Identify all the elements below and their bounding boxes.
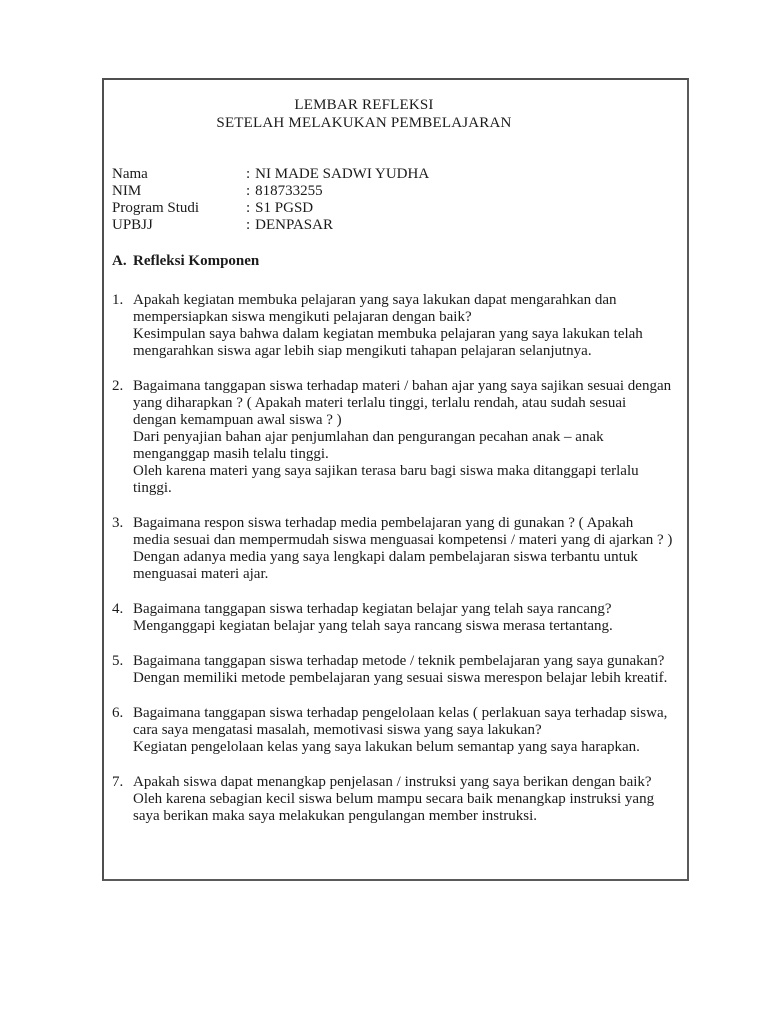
reflection-item-7 <box>112 774 679 825</box>
info-row-upbjj <box>112 217 679 234</box>
document-title <box>112 96 616 132</box>
item-answer: Dengan adanya media yang saya lengkapi dalam pembelajaran siswa terbantu untuk menguasai materi ajar. <box>133 549 638 582</box>
item-answer: Kesimpulan saya bahwa dalam kegiatan membuka pelajaran yang saya lakukan telah mengarahkan siswa agar lebih siap mengikuti tahapan pelajaran selanjutnya. <box>133 326 643 359</box>
item-text <box>133 515 673 583</box>
info-value-nama: NI MADE SADWI YUDHA <box>255 166 430 182</box>
section-letter: A. <box>112 253 127 269</box>
reflection-item-5 <box>112 653 679 687</box>
item-question: Bagaimana tanggapan siswa terhadap metode / teknik pembelajaran yang saya gunakan? <box>133 653 665 669</box>
reflection-item-list <box>112 292 679 825</box>
item-number: 6. <box>112 705 124 721</box>
reflection-item-2 <box>112 378 679 497</box>
info-label-nama: Nama <box>112 166 148 182</box>
item-answer: Menganggapi kegiatan belajar yang telah saya rancang siswa merasa tertantang. <box>133 618 613 634</box>
item-number: 4. <box>112 601 124 617</box>
info-value-nim: 818733255 <box>255 183 323 199</box>
info-row-nama <box>112 166 679 183</box>
item-answer: Dengan memiliki metode pembelajaran yang sesuai siswa merespon belajar lebih kreatif. <box>133 670 668 686</box>
item-answer: Kegiatan pengelolaan kelas yang saya lakukan belum semantap yang saya harapkan. <box>133 739 640 755</box>
item-text <box>133 774 673 825</box>
item-question: Bagaimana respon siswa terhadap media pembelajaran yang di gunakan ? ( Apakah media sesuai dan mempermudah siswa menguasai kompetensi / materi yang di ajarkan ? ) <box>133 515 673 548</box>
item-text <box>133 653 673 687</box>
item-question: Apakah siswa dapat menangkap penjelasan / instruksi yang saya berikan dengan baik? <box>133 774 652 790</box>
info-label-upbjj: UPBJJ <box>112 217 153 233</box>
document-page <box>102 78 689 881</box>
reflection-item-1 <box>112 292 679 360</box>
info-colon: : <box>246 183 251 199</box>
item-question: Bagaimana tanggapan siswa terhadap kegiatan belajar yang telah saya rancang? <box>133 601 612 617</box>
item-number: 2. <box>112 378 124 394</box>
info-label-program-studi: Program Studi <box>112 200 200 216</box>
item-answer: Oleh karena sebagian kecil siswa belum mampu secara baik menangkap instruksi yang saya berikan maka saya melakukan pengulangan member instruksi. <box>133 791 655 824</box>
item-question: Bagaimana tanggapan siswa terhadap pengelolaan kelas ( perlakuan saya terhadap siswa, cara saya mengatasi masalah, memotivasi siswa yang saya lakukan? <box>133 705 668 738</box>
section-title: Refleksi Komponen <box>133 253 260 269</box>
info-value-program-studi: S1 PGSD <box>255 200 314 216</box>
reflection-item-6 <box>112 705 679 756</box>
item-answer: Dari penyajian bahan ajar penjumlahan dan pengurangan pecahan anak – anak menganggap masih telalu tinggi. <box>133 429 604 462</box>
item-number: 1. <box>112 292 124 308</box>
reflection-item-4 <box>112 601 679 635</box>
info-row-nim <box>112 183 679 200</box>
section-heading-refleksi-komponen <box>112 253 679 270</box>
item-number: 3. <box>112 515 124 531</box>
info-label-nim: NIM <box>112 183 142 199</box>
item-question: Apakah kegiatan membuka pelajaran yang saya lakukan dapat mengarahkan dan mempersiapkan siswa mengikuti pelajaran dengan baik? <box>133 292 617 325</box>
item-text <box>133 705 673 756</box>
item-text <box>133 601 673 635</box>
info-colon: : <box>246 200 251 216</box>
item-text <box>133 378 673 497</box>
document-title-line1: LEMBAR REFLEKSI <box>294 97 434 113</box>
identity-info-block <box>112 166 679 234</box>
info-colon: : <box>246 166 251 182</box>
info-colon: : <box>246 217 251 233</box>
info-row-program-studi <box>112 200 679 217</box>
item-question: Bagaimana tanggapan siswa terhadap materi / bahan ajar yang saya sajikan sesuai dengan yang diharapkan ? ( Apakah materi terlalu tinggi, terlalu rendah, atau sudah sesuai dengan kemampuan awal siswa ? ) <box>133 378 672 428</box>
item-text <box>133 292 673 360</box>
info-value-upbjj: DENPASAR <box>255 217 333 233</box>
reflection-item-3 <box>112 515 679 583</box>
item-answer: Oleh karena materi yang saya sajikan terasa baru bagi siswa maka ditanggapi terlalu tinggi. <box>133 463 639 496</box>
document-title-line2: SETELAH MELAKUKAN PEMBELAJARAN <box>216 115 512 131</box>
item-number: 7. <box>112 774 124 790</box>
item-number: 5. <box>112 653 124 669</box>
